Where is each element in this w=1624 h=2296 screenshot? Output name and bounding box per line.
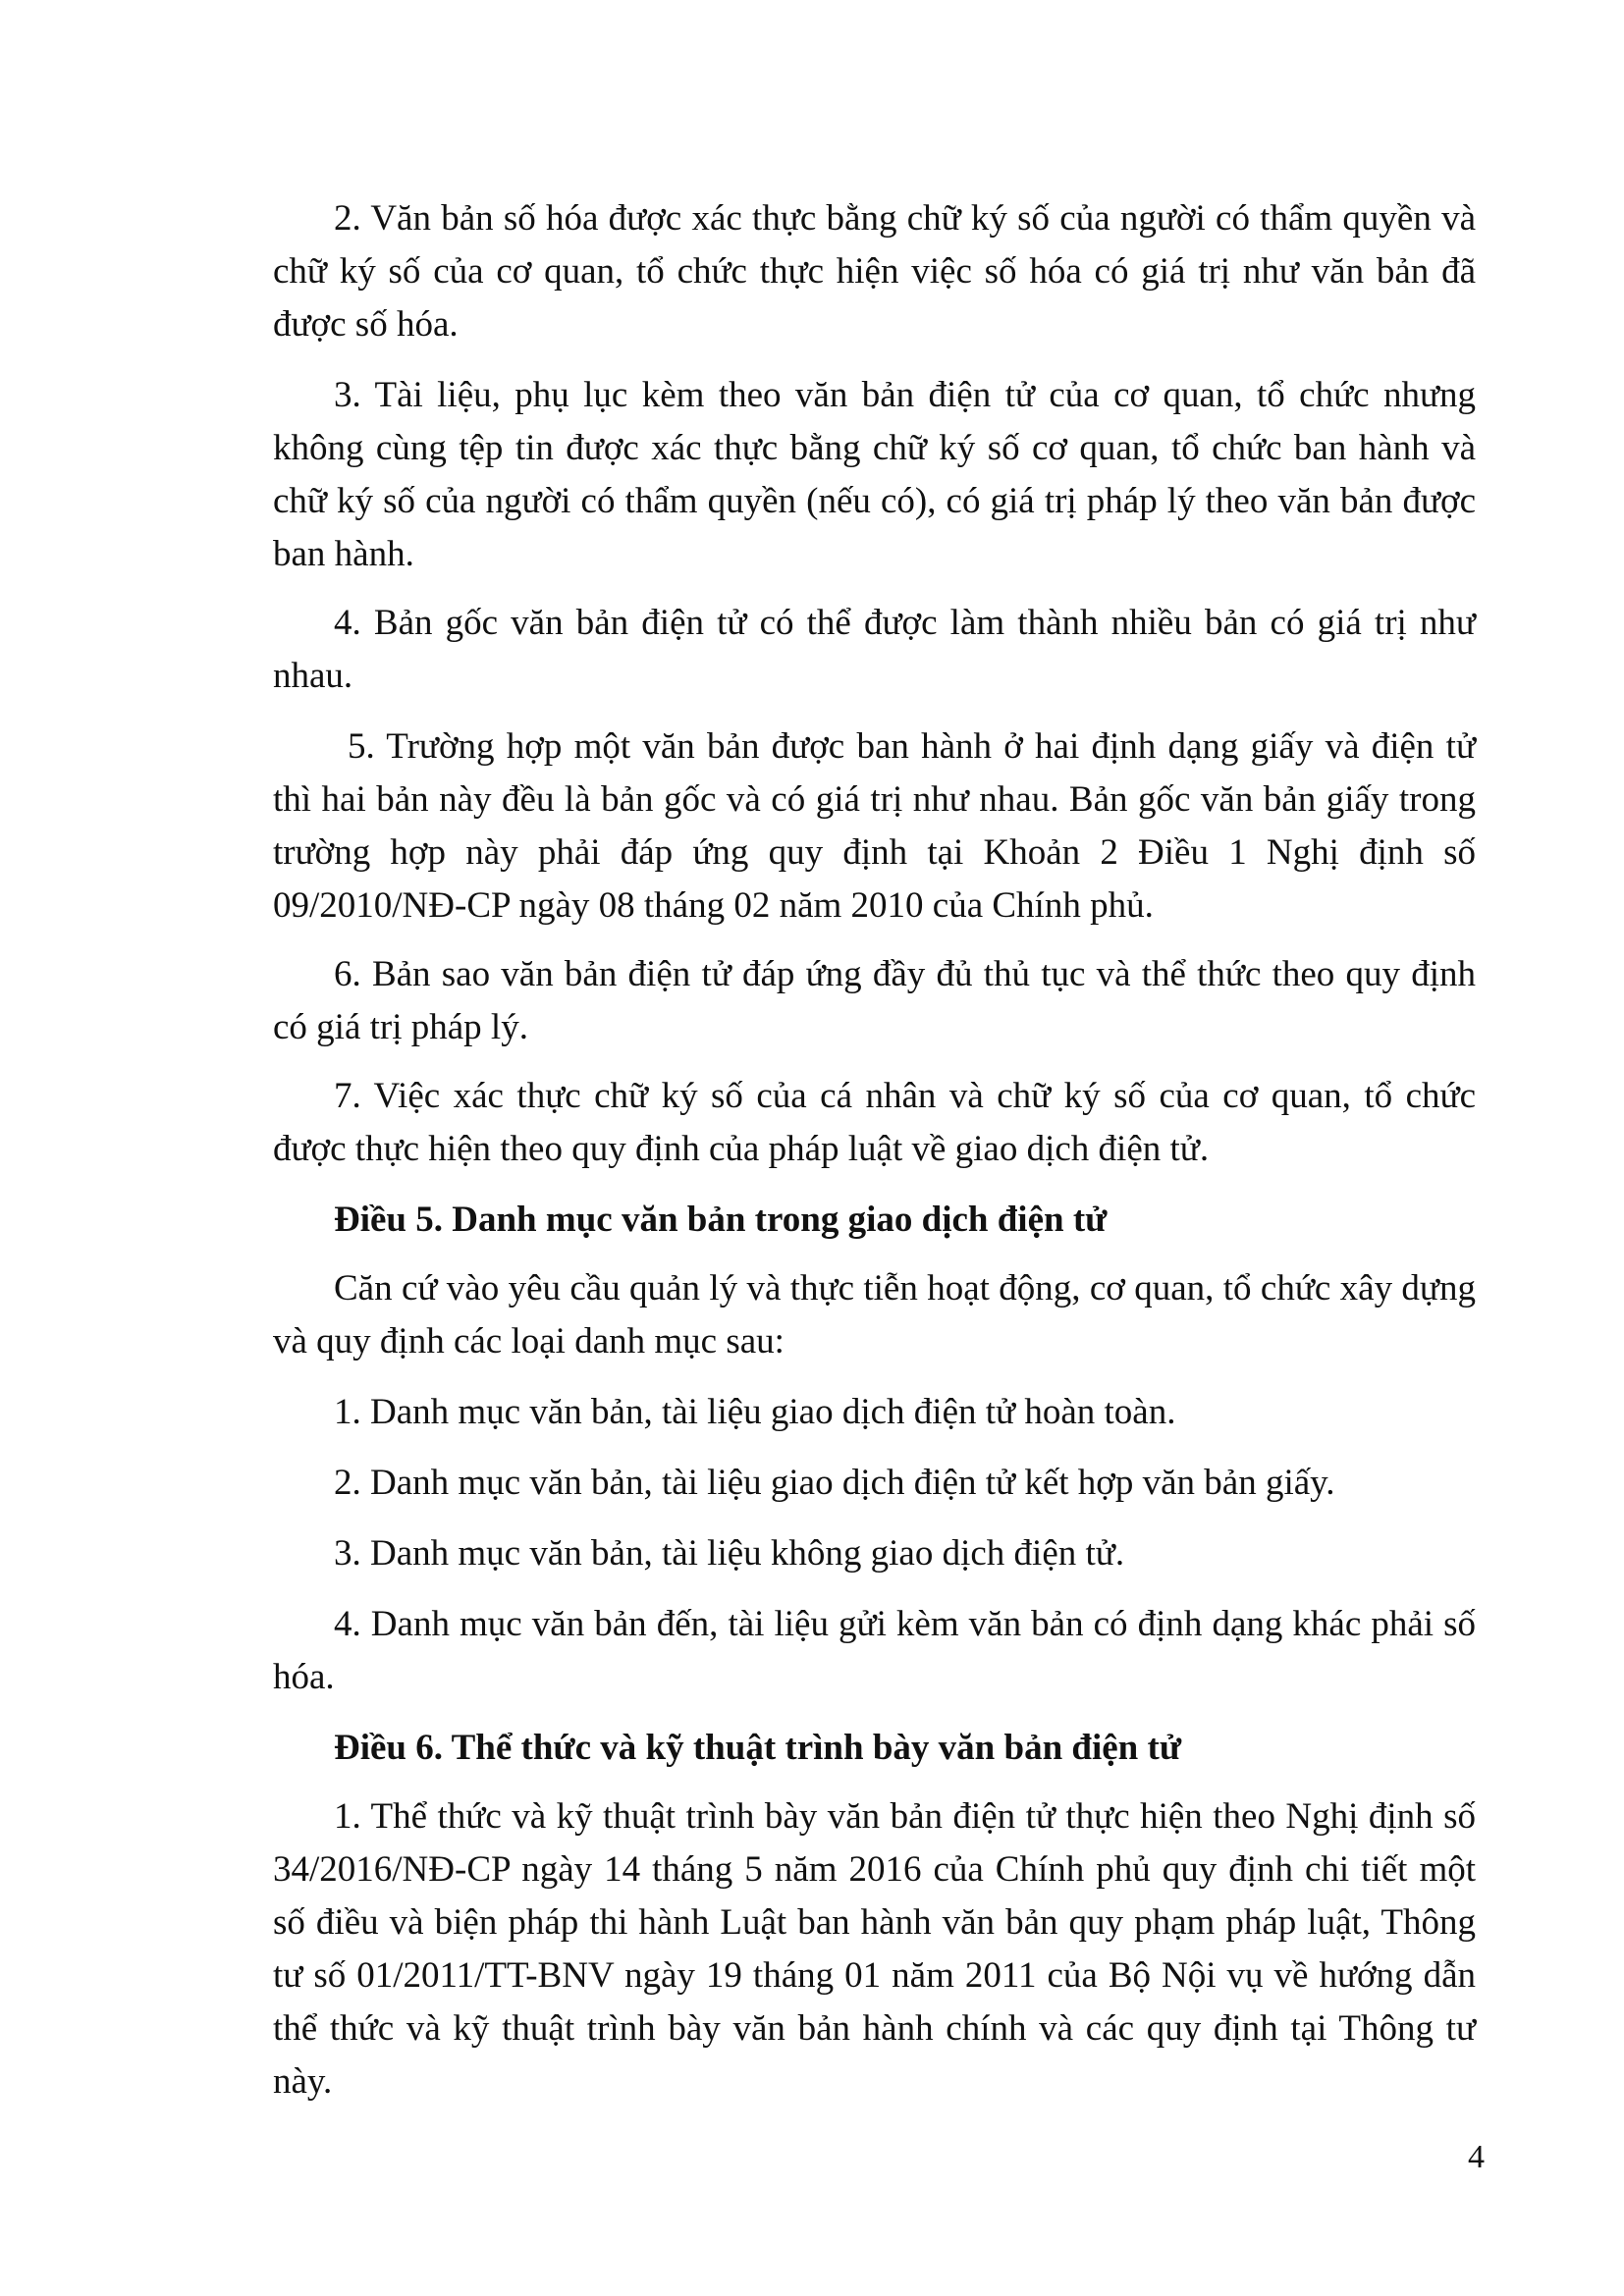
- article4-clause2: 2. Văn bản số hóa được xác thực bằng chữ ký số của người có thẩm quyền và chữ ký số của cơ quan, tổ chức thực hiện việc số hóa có giá trị như văn bản đã được số hóa.: [273, 198, 1476, 345]
- article4-clause4: 4. Bản gốc văn bản điện tử có thể được làm thành nhiều bản có giá trị như nhau.: [273, 603, 1476, 696]
- article4-clause3: 3. Tài liệu, phụ lục kèm theo văn bản điện tử của cơ quan, tổ chức nhưng không cùng tệp tin được xác thực bằng chữ ký số cơ quan, tổ chức ban hành và chữ ký số của người có thẩm quyền (nếu có), có giá trị pháp lý theo văn bản được ban hành.: [273, 375, 1476, 574]
- document-body: [273, 192, 1476, 2109]
- article6-heading: Điều 6. Thể thức và kỹ thuật trình bày văn bản điện tử: [334, 1728, 1182, 1768]
- article5-item-2: 2. Danh mục văn bản, tài liệu giao dịch điện tử kết hợp văn bản giấy.: [334, 1463, 1335, 1503]
- article5-heading: Điều 5. Danh mục văn bản trong giao dịch điện tử: [334, 1200, 1108, 1240]
- article5-item-4: 4. Danh mục văn bản đến, tài liệu gửi kèm văn bản có định dạng khác phải số hóa.: [273, 1604, 1476, 1697]
- article4-clause5: 5. Trường hợp một văn bản được ban hành ở hai định dạng giấy và điện tử thì hai bản này đều là bản gốc và có giá trị như nhau. Bản gốc văn bản giấy trong trường hợp này phải đáp ứng quy định tại Khoản 2 Điều 1 Nghị định số 09/2010/NĐ-CP ngày 08 tháng 02 năm 2010 của Chính phủ.: [273, 726, 1476, 926]
- article4-clause7: 7. Việc xác thực chữ ký số của cá nhân và chữ ký số của cơ quan, tổ chức được thực hiện theo quy định của pháp luật về giao dịch điện tử.: [273, 1076, 1476, 1169]
- article4-clause6: 6. Bản sao văn bản điện tử đáp ứng đầy đủ thủ tục và thể thức theo quy định có giá trị pháp lý.: [273, 954, 1476, 1047]
- article5-intro: Căn cứ vào yêu cầu quản lý và thực tiễn hoạt động, cơ quan, tổ chức xây dựng và quy định các loại danh mục sau:: [273, 1268, 1476, 1362]
- article6-clause1: 1. Thể thức và kỹ thuật trình bày văn bản điện tử thực hiện theo Nghị định số 34/2016/NĐ-CP ngày 14 tháng 5 năm 2016 của Chính phủ quy định chi tiết một số điều và biện pháp thi hành Luật ban hành văn bản quy phạm pháp luật, Thông tư số 01/2011/TT-BNV ngày 19 tháng 01 năm 2011 của Bộ Nội vụ về hướng dẫn thể thức và kỹ thuật trình bày văn bản hành chính và các quy định tại Thông tư này.: [273, 1796, 1476, 2102]
- article5-item-3: 3. Danh mục văn bản, tài liệu không giao dịch điện tử.: [334, 1533, 1125, 1574]
- article5-item-1: 1. Danh mục văn bản, tài liệu giao dịch điện tử hoàn toàn.: [334, 1392, 1176, 1432]
- page-number: 4: [1468, 2139, 1485, 2175]
